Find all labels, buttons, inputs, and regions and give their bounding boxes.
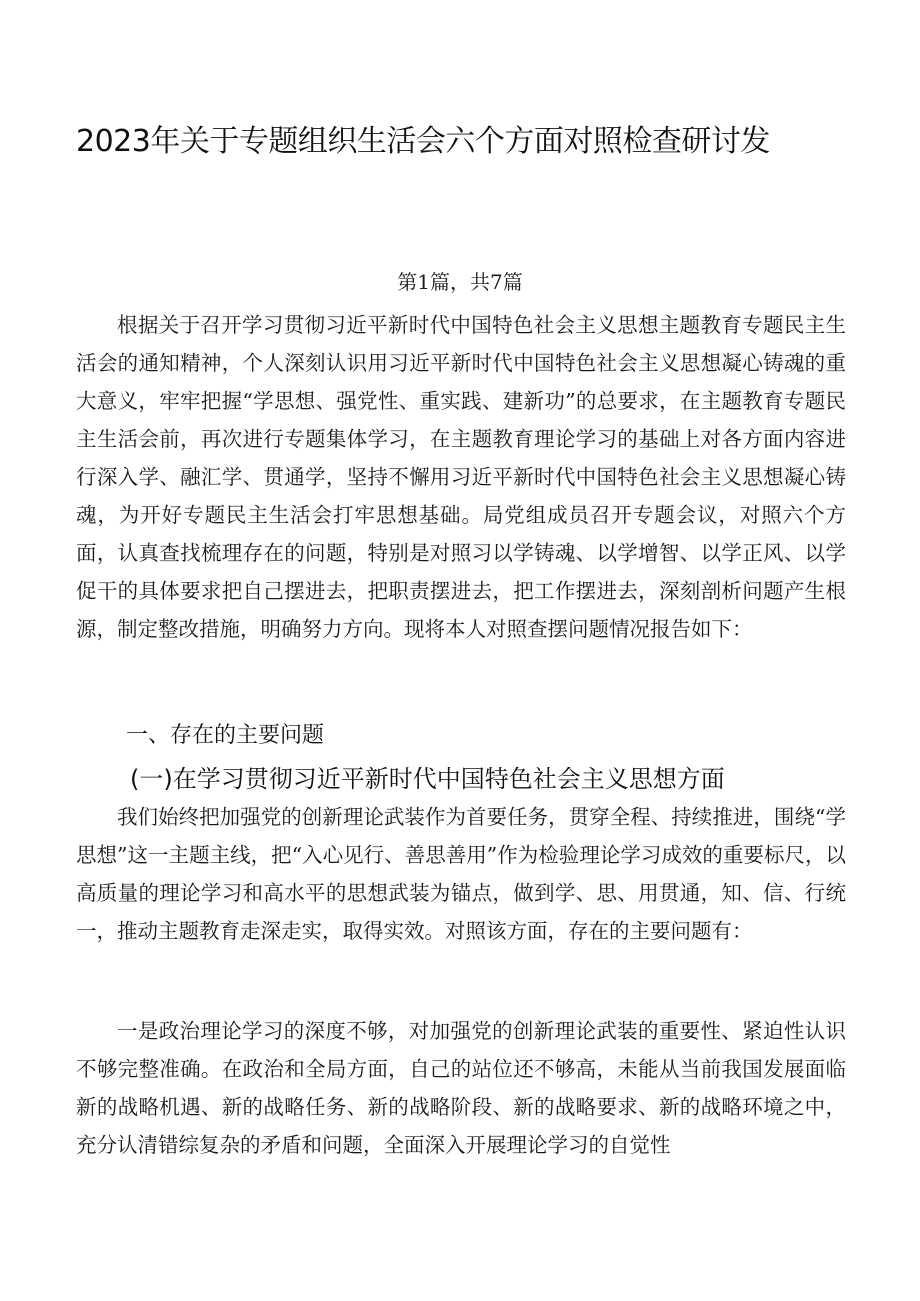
subsection-paragraph: 我们始终把加强党的创新理论武装作为首要任务，贯穿全程、持续推进，围绕“学思想”这一主题主线，把“入心见行、善思善用”作为检验理论学习成效的重要标尺，以高质量的理论学习和高水平的思想武装为锚点，做到学、思、用贯通，知、信、行统一，推动主题教育走深走实，取得实效。对照该方面，存在的主要问题有： — [76, 805, 846, 943]
intro-paragraph: 根据关于召开学习贯彻习近平新时代中国特色社会主义思想主题教育专题民主生活会的通知精神，个人深刻认识用习近平新时代中国特色社会主义思想凝心铸魂的重大意义，牢牢把握“学思想、强党性、重实践、建新功”的总要求，在主题教育专题民主生活会前，再次进行专题集体学习，在主题教育理论学习的基础上对各方面内容进行深入学、融汇学、贯通学，坚持不懈用习近平新时代中国特色社会主义思想凝心铸魂，为开好专题民主生活会打牢思想基础。局党组成员召开专题会议，对照六个方面，认真查找梳理存在的问题，特别是对照习以学铸魂、以学增智、以学正风、以学促干的具体要求把自己摆进去，把职责摆进去，把工作摆进去，深刻剖析问题产生根源，制定整改措施，明确努力方向。现将本人对照查摆问题情况报告如下： — [76, 313, 846, 641]
point-one-paragraph: 一是政治理论学习的深度不够，对加强党的创新理论武装的重要性、紧迫性认识不够完整准确。在政治和全局方面，自己的站位还不够高，未能从当前我国发展面临新的战略机遇、新的战略任务、新的战略阶段、新的战略要求、新的战略环境之中，充分认清错综复杂的矛盾和问题，全面深入开展理论学习的自觉性 — [76, 1019, 846, 1157]
document-subtitle: 第1篇，共7篇 — [397, 270, 523, 294]
section-heading: 一、存在的主要问题 — [126, 723, 325, 748]
subsection-heading: (一)在学习贯彻习近平新时代中国特色社会主义思想方面 — [130, 765, 725, 793]
document-title: 2023年关于专题组织生活会六个方面对照检查研讨发 — [76, 124, 770, 159]
